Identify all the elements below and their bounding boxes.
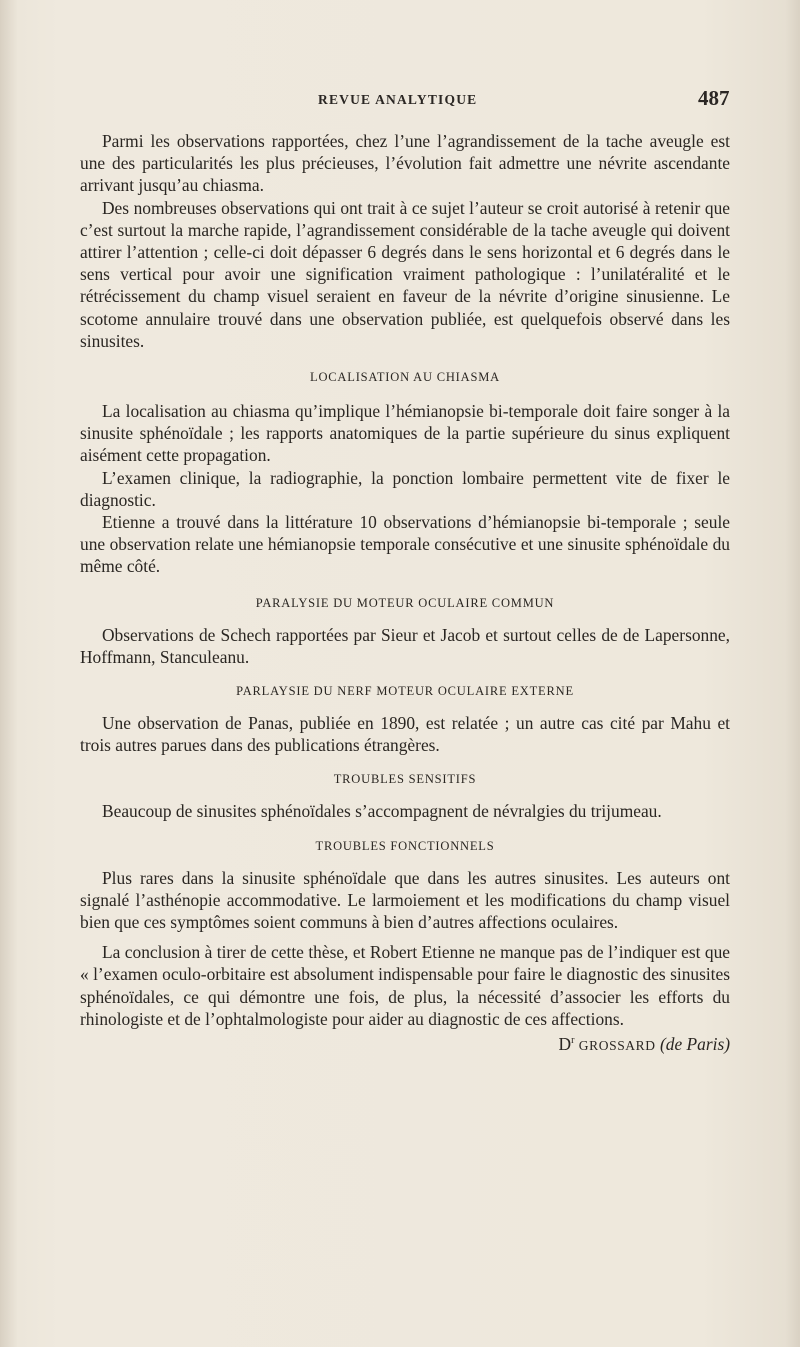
signature-name: GROSSARD <box>578 1037 656 1053</box>
paragraph: L’examen clinique, la radiographie, la ponction lombaire permettent vite de fixer le diagnostic. <box>80 467 730 510</box>
signature-title: D <box>558 1033 572 1054</box>
article-body <box>80 130 730 1057</box>
signature-place: (de Paris) <box>659 1033 730 1054</box>
paragraph: Une observation de Panas, publiée en 1890, est relatée ; un autre cas cité par Mahu et trois autres parues dans des publications étrangères. <box>80 713 730 756</box>
paragraph: Parmi les observations rapportées, chez l’une l’agrandissement de la tache aveugle est une des particularités les plus précieuses, l’évolution fait admettre une névrite ascendante arrivant jusqu’au chiasma. <box>80 131 730 196</box>
paragraph: La localisation au chiasma qu’implique l’hémianopsie bi-temporale doit faire songer à la sinusite sphénoïdale ; les rapports anatomiques de la partie supérieure du sinus expliquent aisément cette propagation. <box>80 401 730 466</box>
section-heading: TROUBLES SENSITIFS <box>333 772 477 787</box>
paragraph: Plus rares dans la sinusite sphénoïdale que dans les autres sinusites. Les auteurs ont signalé l’asthénopie accommodative. Le larmoiement et les modifications du champ visuel bien que ces symptômes soient communs à bien d’autres affections oculaires. <box>80 867 730 933</box>
running-head <box>0 86 800 114</box>
page-number: 487 <box>698 86 730 110</box>
paragraph: Etienne a trouvé dans la littérature 10 observations d’hémianopsie bi-temporale ; seule une observation relate une hémianopsie temporale consécutive et une sinusite sphénoïdale du même côté. <box>80 512 730 577</box>
author-signature <box>559 1030 730 1057</box>
section-heading: LOCALISATION AU CHIASMA <box>310 370 500 385</box>
signature-title-sup: r <box>571 1035 575 1047</box>
running-title: REVUE ANALYTIQUE <box>318 92 478 107</box>
paragraph: Observations de Schech rapportées par Sieur et Jacob et surtout celles de de Lapersonne, Hoffmann, Stanculeanu. <box>80 624 730 667</box>
section-heading: PARLAYSIE DU NERF MOTEUR OCULAIRE EXTERNE <box>236 684 574 699</box>
section-heading: PARALYSIE DU MOTEUR OCULAIRE COMMUN <box>255 595 555 610</box>
conclusion-text: La conclusion à tirer de cette thèse, et Robert Etienne ne manque pas de l’indiquer est que « l’examen oculo-orbitaire est absolument indispensable pour faire le diagnostic des sinusites sphénoïdales, ce qui démontre une fois, de plus, la nécessité d’associer les efforts du rhinologiste et de l’ophtalmologiste pour aider au diagnostic de ces affections. <box>80 942 730 1029</box>
section-heading: TROUBLES FONCTIONNELS <box>315 838 495 853</box>
paragraph: Beaucoup de sinusites sphénoïdales s’accompagnent de névralgies du trijumeau. <box>102 801 662 822</box>
paragraph: Des nombreuses observations qui ont trait à ce sujet l’auteur se croit autorisé à retenir que c’est surtout la marche rapide, l’agrandissement considérable de la tache aveugle qui doivent attirer l’attention ; celle-ci doit dépasser 6 degrés dans le sens horizontal et 6 degrés dans le sens vertical pour avoir une signification vraiment pathologique : l’unilatéralité et le rétrécissement du champ visuel seraient en faveur de la névrite d’origine sinusienne. Le scotome annulaire trouvé dans une observation publiée, est quelquefois observé dans les sinusites. <box>80 197 730 351</box>
paragraph <box>80 941 730 1054</box>
